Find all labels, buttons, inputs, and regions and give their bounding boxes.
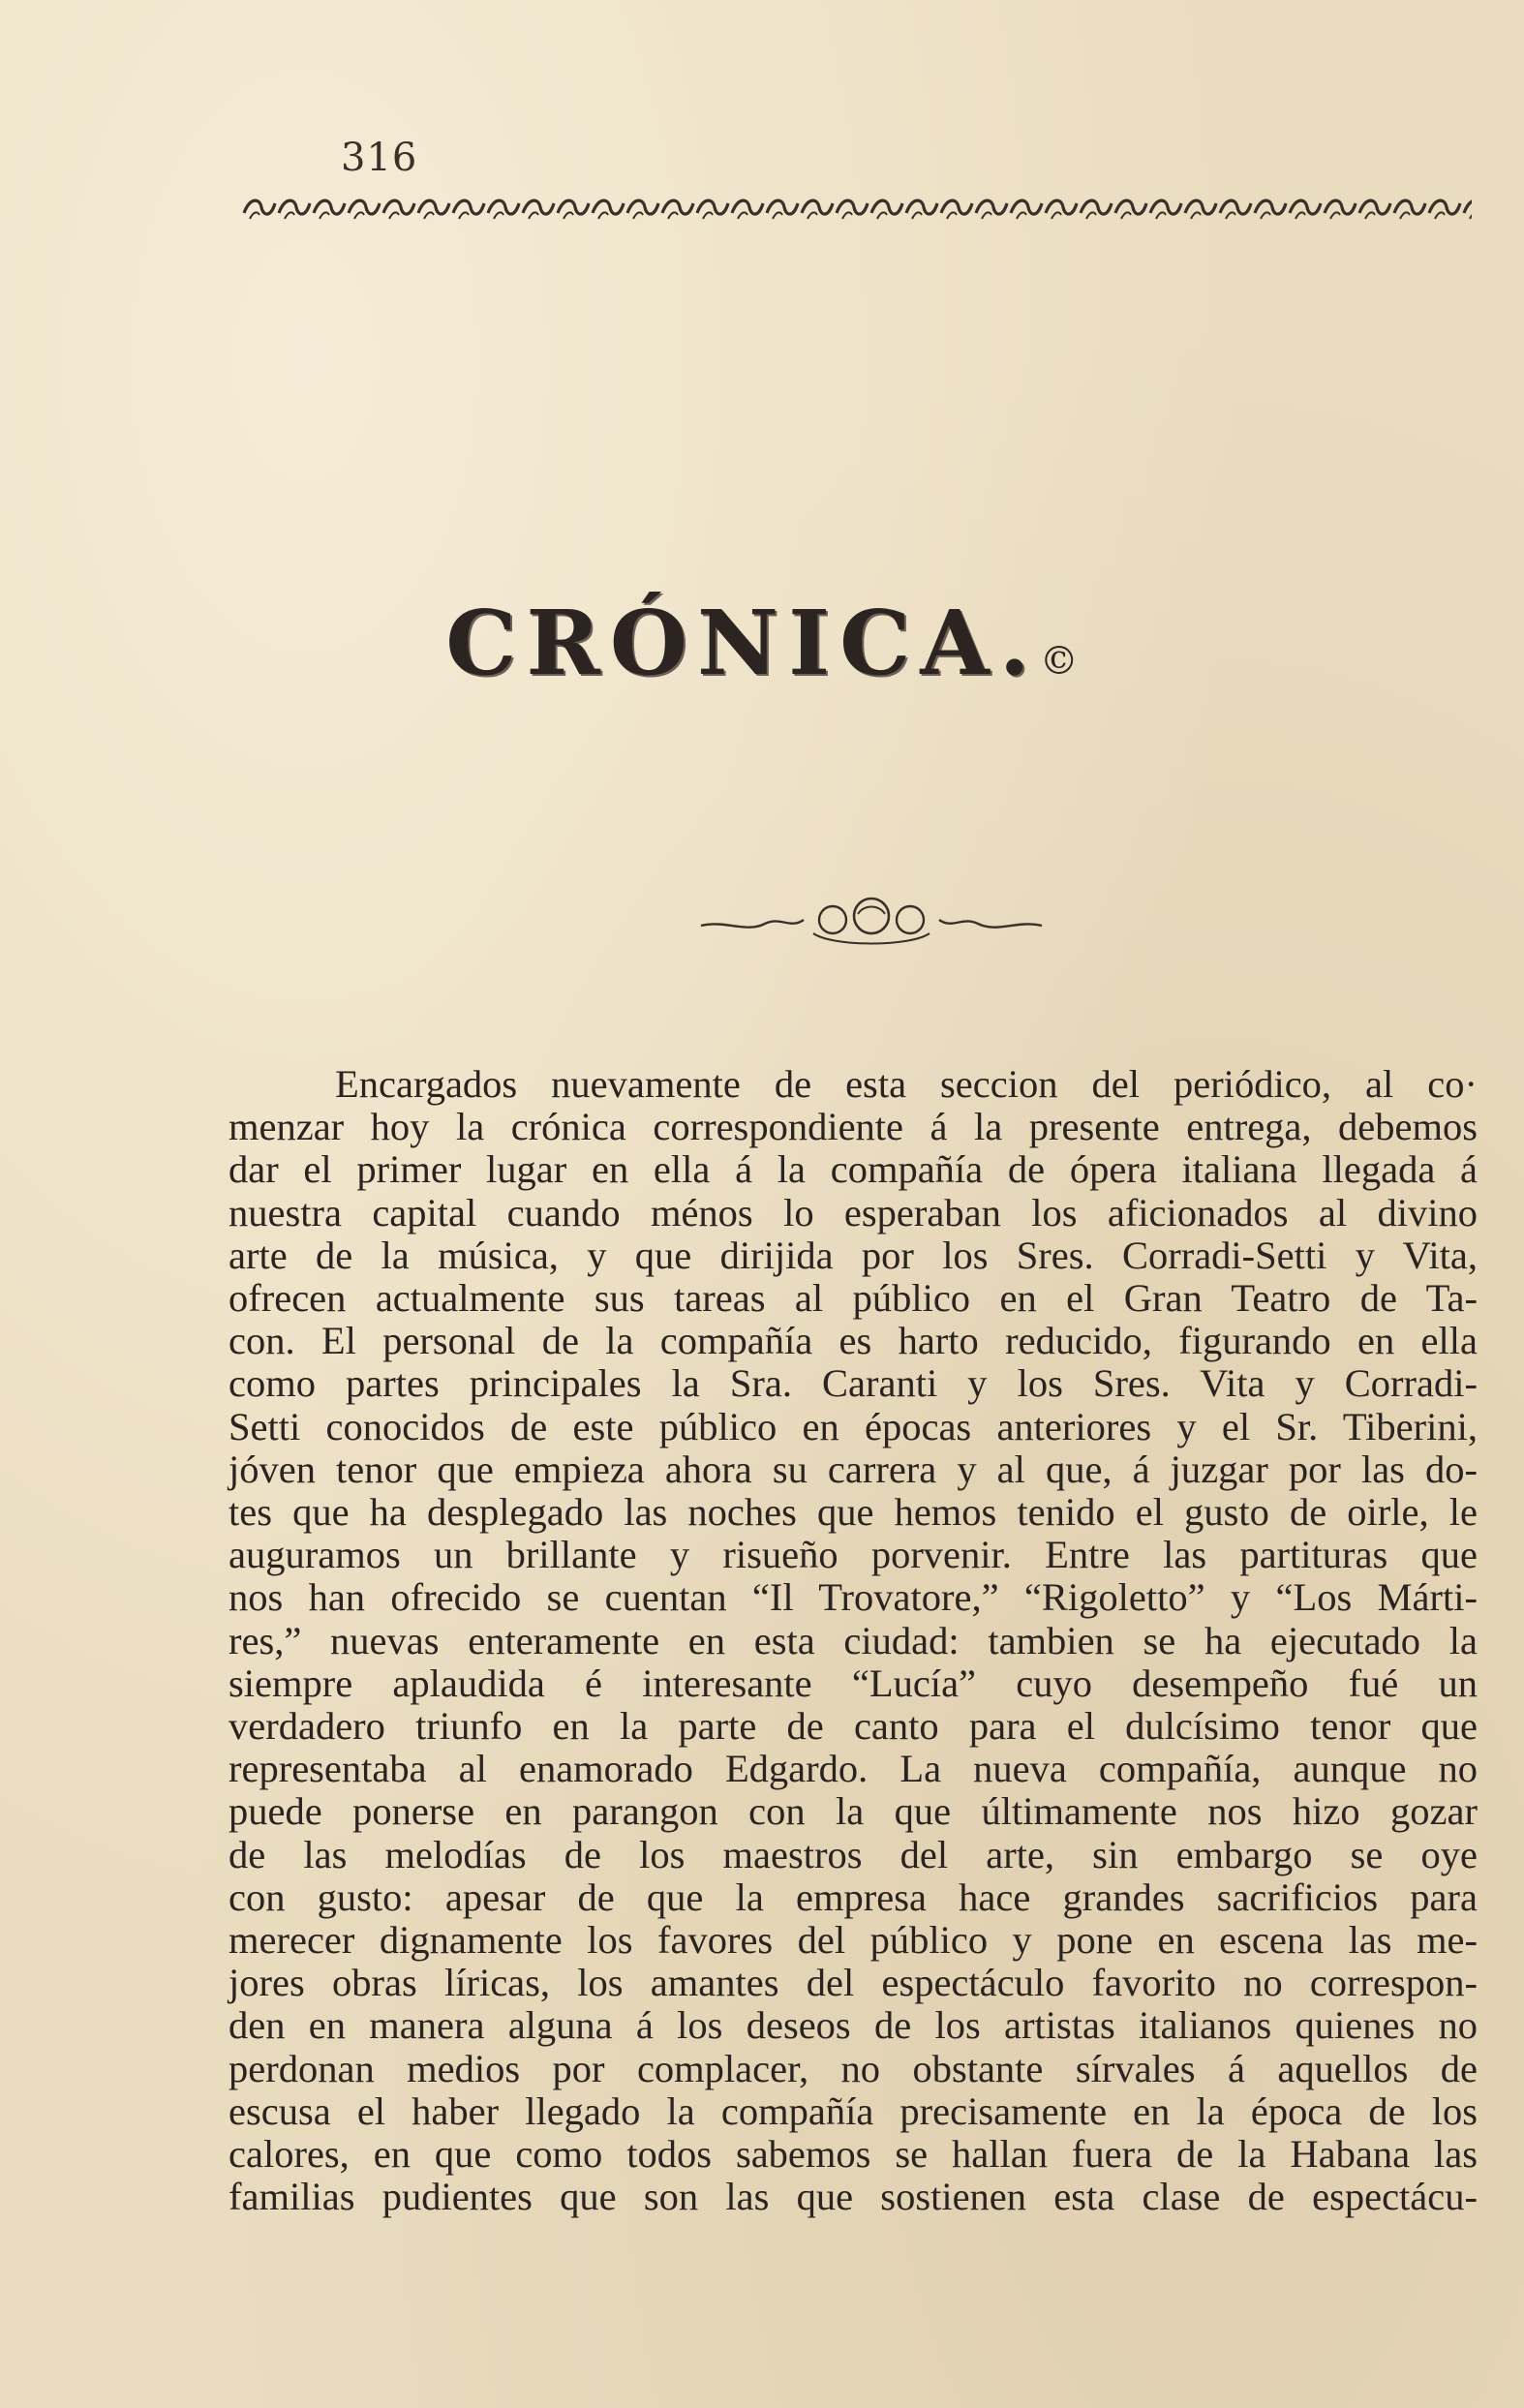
article-line: siempre aplaudida é interesante “Lucía” cuyo desempeño fué un [229,1661,1478,1705]
article-line: de las melodías de los maestros del arte, sin embargo se oye [229,1832,1478,1876]
decorative-rule-icon [242,192,1472,225]
article-line: como partes principales la Sra. Caranti y los Sres. Vita y Corradi- [229,1361,1478,1406]
article-line: puede ponerse en parangon con la que últimamente nos hizo gozar [229,1789,1478,1834]
article-line: nuestra capital cuando ménos lo esperaban los aficionados al divino [229,1190,1478,1234]
article-line: ofrecen actualmente sus tareas al público en el Gran Teatro de Ta- [229,1276,1478,1321]
article-line: representaba al enamorado Edgardo. La nueva compañía, aunque no [229,1747,1478,1791]
article-line: tes que ha desplegado las noches que hemos tenido el gusto de oirle, le [229,1490,1478,1535]
article-line: calores, en que como todos sabemos se hallan fuera de la Habana las [229,2132,1478,2177]
article-line: escusa el haber llegado la compañía precisamente en la época de los [229,2088,1478,2133]
article-line: nos han ofrecido se cuentan “Il Trovatore,” “Rigoletto” y “Los Márti- [229,1575,1478,1620]
article-line: jóven tenor que empieza ahora su carrera y al que, á juzgar por las do- [229,1447,1478,1491]
article-line: arte de la música, y que dirijida por los Sres. Corradi-Setti y Vita, [229,1233,1478,1277]
article-line: dar el primer lugar en ella á la compañía de ópera italiana llegada á [229,1147,1478,1192]
article-line: familias pudientes que son las que sostienen esta clase de espectácu- [229,2175,1478,2219]
article-line: con gusto: apesar de que la empresa hace grandes sacrificios para [229,1875,1478,1919]
article-line: jores obras líricas, los amantes del espectáculo favorito no correspon- [229,1961,1478,2005]
section-title-text: CRÓNICA. [445,591,1040,695]
article-line: Encargados nuevamente de esta seccion del periódico, al co· [335,1062,1478,1106]
section-title [0,591,1524,695]
article-line: Setti conocidos de este público en épocas anteriores y el Sr. Tiberini, [229,1404,1478,1448]
section-title-trail: © [1039,639,1079,684]
article-line: verdadero triunfo en la parte de canto para el dulcísimo tenor que [229,1704,1478,1749]
article-line: menzar hoy la crónica correspondiente á la presente entrega, debemos [229,1105,1478,1149]
flourish-icon [697,891,1046,949]
article-body [229,1063,1478,2218]
article-line: con. El personal de la compañía es harto reducido, figurando en ella [229,1319,1478,1363]
article-line: res,” nuevas enteramente en esta ciudad: tambien se ha ejecutado la [229,1618,1478,1662]
article-line: perdonan medios por complacer, no obstante sírvales á aquellos de [229,2046,1478,2090]
article-line: merecer dignamente los favores del público y pone en escena las me- [229,1918,1478,1963]
page-number: 316 [341,136,418,180]
article-line: den en manera alguna á los deseos de los artistas italianos quienes no [229,2003,1478,2048]
article-line: auguramos un brillante y risueño porvenir. Entre las partituras que [229,1533,1478,1577]
